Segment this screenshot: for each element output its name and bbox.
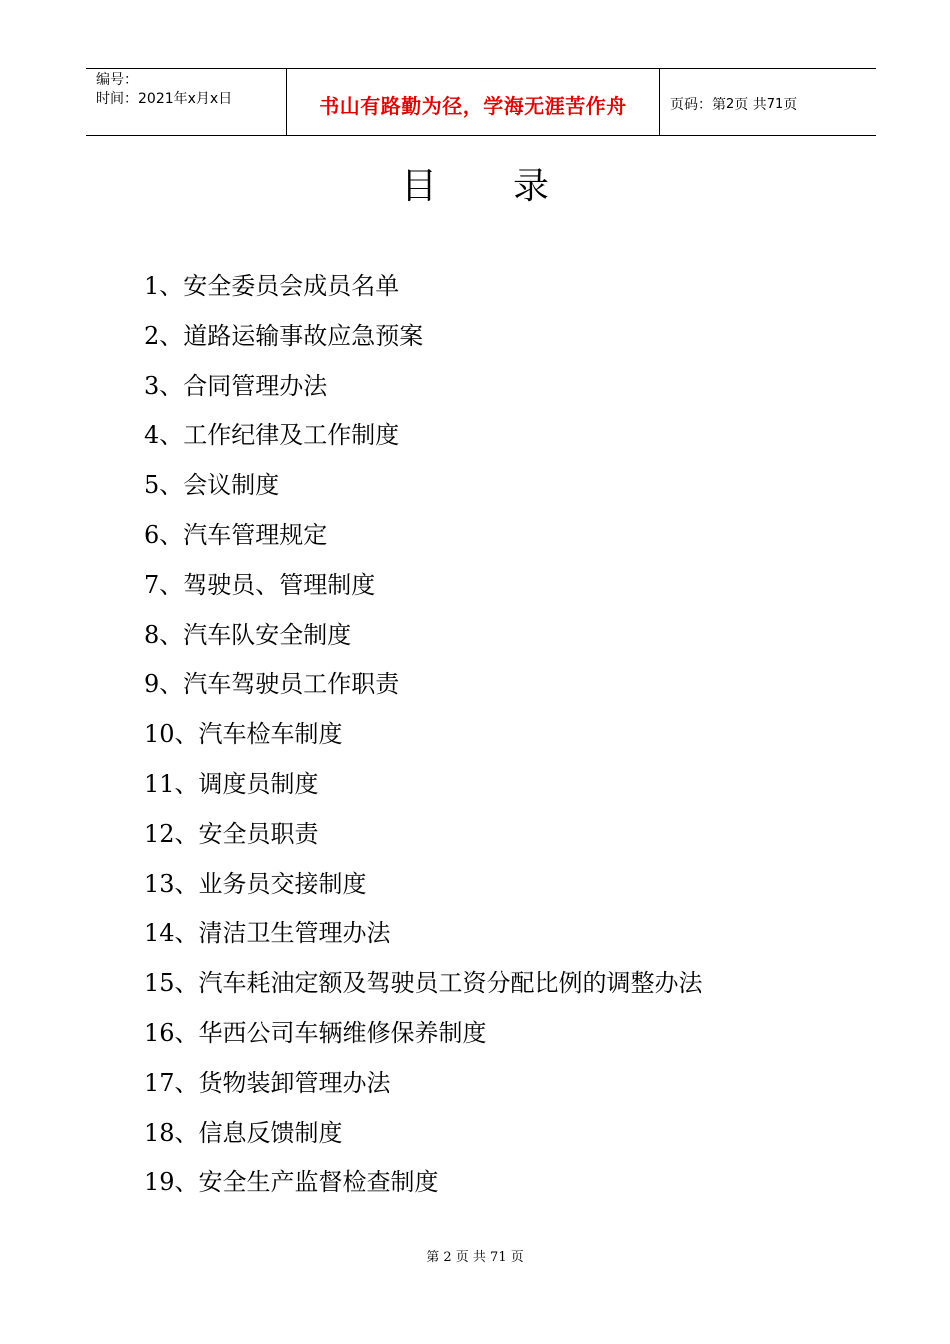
toc-item: 10、汽车检车制度: [144, 720, 343, 749]
toc-item: 12、安全员职责: [144, 819, 319, 848]
toc-item: 4、工作纪律及工作制度: [144, 421, 400, 450]
page-total: 71: [766, 96, 784, 112]
toc-item: 18、信息反馈制度: [144, 1118, 343, 1147]
toc-item: 3、合同管理办法: [144, 371, 328, 400]
toc-item: 13、业务员交接制度: [144, 869, 367, 898]
toc-item: 11、调度员制度: [144, 769, 319, 798]
page-mid: 页 共: [734, 97, 767, 113]
time-label: 时间：2021年x月x日: [96, 91, 233, 107]
toc-item: 14、清洁卫生管理办法: [144, 919, 391, 948]
toc-item: 2、道路运输事故应急预案: [144, 321, 424, 350]
page-end: 页: [783, 97, 798, 113]
page-title: [0, 162, 950, 212]
page-header: [86, 68, 876, 136]
header-page-info: [660, 69, 876, 135]
toc-item: 15、汽车耗油定额及驾驶员工资分配比例的调整办法: [144, 969, 703, 998]
page-current: 2: [726, 96, 735, 112]
toc-item: 9、汽车驾驶员工作职责: [144, 670, 400, 699]
header-meta: [86, 69, 287, 135]
table-of-contents: [144, 262, 703, 1208]
page-label: 页码：第: [670, 97, 726, 113]
toc-item: 6、汽车管理规定: [144, 520, 328, 549]
title-char-2: 录: [513, 166, 550, 207]
toc-item: 16、华西公司车辆维修保养制度: [144, 1018, 487, 1047]
toc-item: 1、安全委员会成员名单: [144, 272, 400, 300]
header-motto: 书山有路勤为径，学海无涯苦作舟: [287, 69, 660, 135]
toc-item: 8、汽车队安全制度: [144, 620, 352, 649]
title-char-1: 目: [401, 166, 438, 207]
toc-item: 19、安全生产监督检查制度: [144, 1168, 439, 1197]
toc-item: 5、会议制度: [144, 471, 280, 500]
toc-item: 17、货物装卸管理办法: [144, 1068, 391, 1097]
number-label: 编号：: [96, 72, 138, 88]
toc-item: 7、驾驶员、管理制度: [144, 570, 376, 599]
page-footer: 第 2 页 共 71 页: [426, 1250, 524, 1265]
